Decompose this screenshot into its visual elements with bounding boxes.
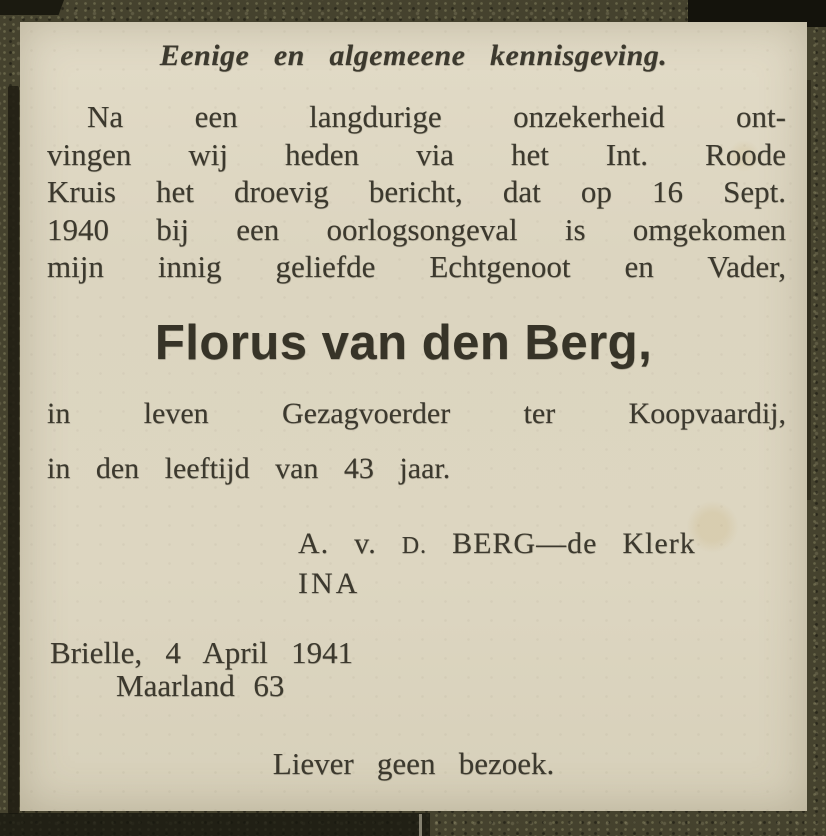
address-line: Maarland 63 — [116, 668, 285, 703]
body-line-5: mijn innig geliefde Echtgenoot en Vader, — [47, 249, 786, 284]
signature-second-name: INA — [298, 567, 361, 600]
body-line-3: Kruis het droevig bericht, dat op 16 Sept. — [47, 174, 786, 209]
signature-smallcap-initial: D. — [401, 533, 428, 559]
age-line: in den leeftijd van 43 jaar. — [47, 452, 451, 485]
newspaper-column-divider-line — [419, 814, 422, 836]
closing-line: Liever geen bezoek. — [272, 746, 555, 781]
notice-body-paragraph — [47, 98, 786, 286]
obituary-notice-paper — [20, 22, 807, 811]
deceased-name: Florus van den Berg, — [154, 316, 653, 370]
body-line-4: 1940 bij een oorlogsongeval is omgekomen — [47, 211, 786, 247]
scan-dark-edge-bottom — [0, 813, 430, 836]
signature-surname: BERG—de Klerk — [427, 527, 696, 560]
body-line-2: vingen wij heden via het Int. Roode — [47, 136, 786, 172]
signature-block — [298, 525, 696, 602]
signature-line — [298, 525, 696, 565]
announcement-heading: Eenige en algemeene kennisgeving. — [159, 39, 668, 72]
scan-dark-corner-top-left — [0, 0, 64, 15]
body-line-1: Na een langdurige onzekerheid ont- — [87, 99, 786, 134]
scan-dark-edge-left — [8, 86, 19, 814]
place-date-line: Brielle, 4 April 1941 — [50, 635, 354, 670]
signature-prefix: A. v. — [298, 527, 402, 560]
occupation-line: in leven Gezagvoerder ter Koopvaardij, — [47, 397, 786, 430]
